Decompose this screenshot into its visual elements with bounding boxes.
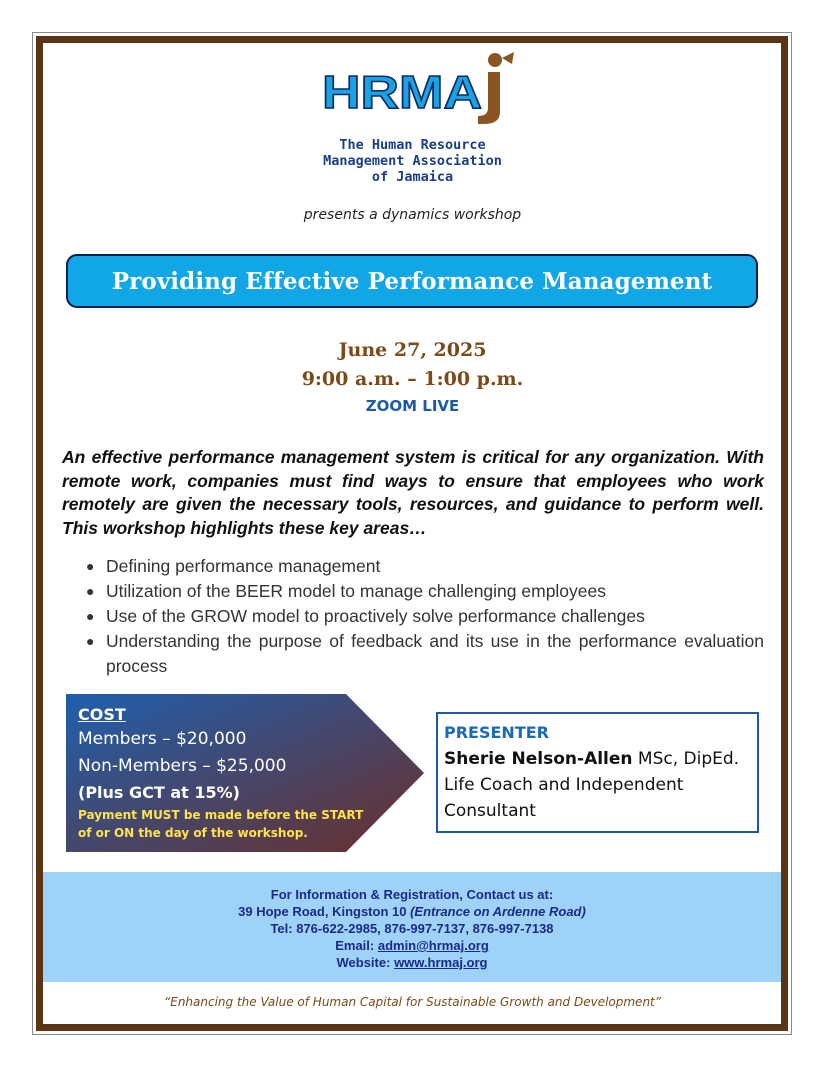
cost-non-members: Non-Members – $25,000 [78, 756, 287, 776]
presents-text: presents a dynamics workshop [303, 207, 522, 223]
presenter-heading: PRESENTER [444, 723, 549, 742]
logo-subtitle-line: The Human Resource [339, 137, 486, 153]
cost-gct: (Plus GCT at 15%) [78, 783, 240, 802]
intro-paragraph: An effective performance management system is critical for any organization. With remote work, companies must find ways to ensure that employees who work remotely are given the necessary tools, resources, and guidance to perform well. This workshop highlights these key areas… [62, 447, 764, 538]
list-item [86, 554, 764, 579]
cost-panel [66, 694, 424, 852]
hrmaj-logo [318, 50, 518, 125]
list-item [86, 629, 764, 679]
contact-website [43, 954, 781, 971]
contact-heading: For Information & Registration, Contact us at: [270, 887, 554, 902]
presenter-credentials: MSc, DipEd. [632, 749, 740, 769]
presenter-name-line [444, 746, 751, 772]
title-banner [66, 254, 758, 308]
list-item-text: Utilization of the BEER model to manage challenging employees [106, 581, 607, 601]
contact-section [43, 872, 781, 982]
svg-text:HRMA: HRMA [322, 66, 482, 118]
list-item [86, 579, 764, 604]
event-time: 9:00 a.m. – 1:00 p.m. [301, 368, 524, 390]
logo-subtitle [0, 137, 825, 185]
presenter-role: Life Coach and Independent Consultant [444, 775, 684, 821]
event-date: June 27, 2025 [338, 339, 487, 361]
email-link[interactable]: admin@hrmaj.org [377, 938, 489, 953]
list-item-text: Defining performance management [106, 556, 381, 576]
address-note: (Entrance on Ardenne Road) [410, 904, 586, 919]
cost-heading: COST [78, 705, 126, 724]
contact-address [43, 903, 781, 920]
address-text: 39 Hope Road, Kingston 10 [238, 904, 411, 919]
contact-email [43, 937, 781, 954]
list-item-text: Use of the GROW model to proactively solve performance challenges [106, 606, 645, 626]
website-label: Website: [336, 955, 395, 970]
list-item [86, 604, 764, 629]
cost-members: Members – $20,000 [78, 729, 247, 749]
tagline: “Enhancing the Value of Human Capital for Sustainable Growth and Development” [164, 995, 661, 1009]
bullet-icon: ● [86, 583, 95, 599]
logo-subtitle-line: of Jamaica [371, 169, 454, 185]
website-link[interactable]: www.hrmaj.org [394, 955, 488, 970]
cost-content [78, 704, 363, 842]
bullet-icon: ● [86, 633, 95, 649]
contact-tel: Tel: 876-622-2985, 876-997-7137, 876-997-7138 [270, 921, 554, 936]
page-title: Providing Effective Performance Management [111, 267, 713, 295]
presenter-name: Sherie Nelson-Allen [444, 749, 633, 769]
bullet-icon: ● [86, 608, 95, 624]
presenter-box [436, 712, 759, 833]
event-venue: ZOOM LIVE [365, 397, 460, 415]
email-label: Email: [335, 938, 378, 953]
key-areas-list [86, 554, 764, 679]
logo-subtitle-line: Management Association [323, 153, 502, 169]
bullet-icon: ● [86, 558, 95, 574]
list-item-text: Understanding the purpose of feedback and its use in the performance evaluation process [106, 631, 764, 676]
payment-note-line1: Payment MUST be made before the START [78, 808, 364, 822]
payment-note-line2: of or ON the day of the workshop. [78, 826, 308, 840]
